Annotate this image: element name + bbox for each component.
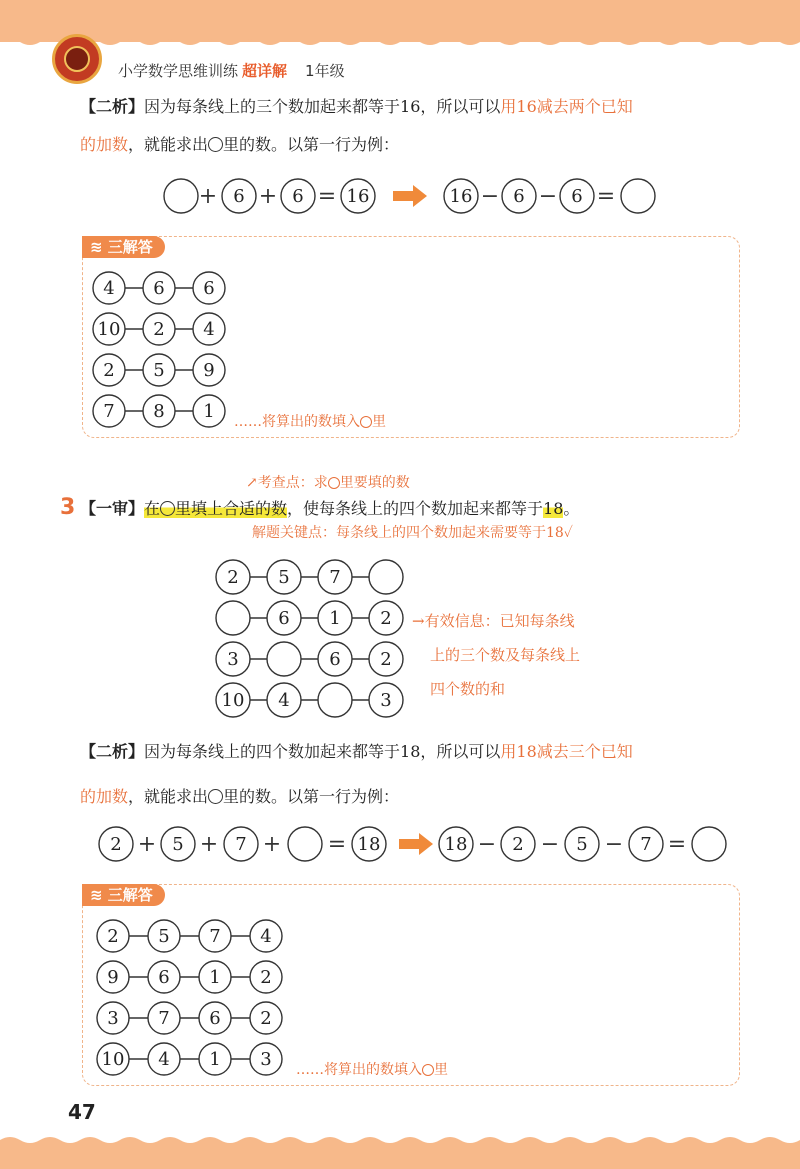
problem-grid-r1-c1-value: 6 <box>278 608 290 629</box>
equation-b-circle-6 <box>288 827 322 861</box>
focus-note: ↗考查点：求 里要填的数 <box>246 475 410 491</box>
answer-b-r1-c3-value: 2 <box>260 967 272 988</box>
answer-b-r2-c3-value: 2 <box>260 1008 272 1029</box>
equation-b-arrow-icon <box>399 833 433 855</box>
analysis-b-text: 因为每条线上的四个数加起来都等于18，所以可以 <box>144 742 501 761</box>
equation-b-sign-3: + <box>199 832 219 857</box>
prompt-target: 18 <box>543 499 564 518</box>
blank-circle-icon <box>328 477 340 489</box>
answer-b-r2-c0-value: 3 <box>107 1008 119 1029</box>
equation-a-sign-13: = <box>596 184 616 209</box>
equation-a-circle-12-value: 6 <box>571 186 583 207</box>
prompt-end: 。 <box>563 499 580 518</box>
problem-grid-r3-c2 <box>318 683 352 717</box>
equation-a-circle-2-value: 6 <box>233 186 245 207</box>
answer-a-r0-c2-value: 6 <box>203 278 215 299</box>
problem-grid-r2-c2-value: 6 <box>329 649 341 670</box>
analysis-a-text: 因为每条线上的三个数加起来都等于16，所以可以 <box>144 97 501 116</box>
analysis-a-label: 【二析】 <box>80 97 145 116</box>
analysis-b-hint: 用18减去三个已知 <box>500 742 633 761</box>
focus-note-text: 考查点：求 <box>257 475 328 491</box>
problem-grid-r0-c3 <box>369 560 403 594</box>
answer-note-b <box>296 1059 448 1079</box>
answer-a-r0-c0-value: 4 <box>103 278 115 299</box>
prompt-highlight-b: 里填上合适的数 <box>175 499 288 518</box>
equation-a-circle-10-value: 6 <box>513 186 525 207</box>
answer-b-r3-c2-value: 1 <box>209 1049 221 1070</box>
equation-a-circle-8-value: 16 <box>449 186 473 207</box>
equation-b-sign-5: + <box>262 832 282 857</box>
answer-b-r0-c0-value: 2 <box>107 926 119 947</box>
book-title: 小学数学思维训练 <box>118 62 239 80</box>
equation-a-circle-4-value: 6 <box>292 186 304 207</box>
equation-b-sign-7: = <box>327 832 347 857</box>
problem-grid-r3-c3-value: 3 <box>380 690 392 711</box>
answer-note-a <box>234 411 386 431</box>
analysis-b-text-2: ，就能求出 <box>128 787 209 806</box>
problem-grid-r2-c1 <box>267 642 301 676</box>
analysis-b-label: 【二析】 <box>80 742 145 761</box>
equation-a-arrow-icon <box>393 185 427 207</box>
equation-a-circle-0 <box>164 179 198 213</box>
answer-b-r3-c0-value: 10 <box>101 1049 125 1070</box>
problem-grid-r2-c3-value: 2 <box>380 649 392 670</box>
answer-b-r1-c1-value: 6 <box>158 967 170 988</box>
problem-3-prompt <box>80 497 579 521</box>
answer-note-a-text: ……将算出的数填入 <box>234 414 360 430</box>
problem-grid-r1-c0 <box>216 601 250 635</box>
answer-b-r2-c1-value: 7 <box>158 1008 170 1029</box>
answer-b-r0-c1-value: 5 <box>158 926 170 947</box>
problem-grid-r3-c1-value: 4 <box>278 690 290 711</box>
blank-circle-icon <box>208 789 223 804</box>
answer-tag-b-label: 三解答 <box>107 886 153 904</box>
answer-note-a-end: 里 <box>372 414 386 430</box>
equation-b-sign-17: = <box>667 832 687 857</box>
key-note-text: 解题关键点：每条线上的四个数加起来需要等于18 <box>252 525 564 541</box>
problem-grid-r1-c2-value: 1 <box>329 608 341 629</box>
equation-b-sign-13: − <box>540 832 560 857</box>
answer-a-r2-c0-value: 2 <box>103 360 115 381</box>
answer-box-b <box>82 884 740 1086</box>
answer-tag-a: ≋ 三解答 <box>82 236 165 258</box>
prompt-highlight <box>144 499 287 518</box>
equation-b-circle-8-value: 18 <box>357 834 381 855</box>
equation-b-circle-0-value: 2 <box>110 834 122 855</box>
equation-b-sign-15: − <box>604 832 624 857</box>
analysis-a-text-3: 里的数。以第一行为例： <box>223 135 400 154</box>
prompt-rest: ，使每条线上的四个数加起来都等于 <box>287 499 544 518</box>
answer-a-r2-c1-value: 5 <box>153 360 165 381</box>
problem-grid-r0-c1-value: 5 <box>278 567 290 588</box>
problem-grid-r3-c0-value: 10 <box>221 690 245 711</box>
answer-a-r1-c0-value: 10 <box>97 319 121 340</box>
analysis-b-line-1 <box>80 740 633 764</box>
answer-tag-a-label: 三解答 <box>107 238 153 256</box>
analysis-b-text-3: 里的数。以第一行为例： <box>223 787 400 806</box>
blank-circle-icon <box>422 1064 434 1076</box>
equation-a-sign-3: + <box>258 184 278 209</box>
answer-b-r3-c1-value: 4 <box>158 1049 170 1070</box>
prompt-highlight-a: 在 <box>144 499 161 518</box>
equation-b-circle-16-value: 7 <box>640 834 652 855</box>
answer-b-r0-c2-value: 7 <box>209 926 221 947</box>
key-note: 解题关键点：每条线上的四个数加起来需要等于18✓ <box>252 525 573 541</box>
equation-a-circle-14 <box>621 179 655 213</box>
series-label: 超详解 <box>242 62 288 80</box>
blank-circle-icon <box>160 501 175 516</box>
equation-a-circle-6-value: 16 <box>346 186 370 207</box>
answer-a-r1-c2-value: 4 <box>203 319 215 340</box>
answer-note-b-text: ……将算出的数填入 <box>296 1062 422 1078</box>
equation-a-sign-11: − <box>538 184 558 209</box>
equation-b-sign-1: + <box>137 832 157 857</box>
equation-b-circle-10-value: 18 <box>444 834 468 855</box>
answer-a-r0-c1-value: 6 <box>153 278 165 299</box>
equation-b-circle-18 <box>692 827 726 861</box>
problem-grid-r0-c2-value: 7 <box>329 567 341 588</box>
equation-b-circle-14-value: 5 <box>576 834 588 855</box>
answer-note-b-end: 里 <box>434 1062 448 1078</box>
answer-a-r3-c0-value: 7 <box>103 401 115 422</box>
problem-grid-r1-c3-value: 2 <box>380 608 392 629</box>
info-line-3: 四个数的和 <box>430 680 506 698</box>
equation-b-circle-12-value: 2 <box>512 834 524 855</box>
blank-circle-icon <box>360 416 372 428</box>
equation-b-circle-4-value: 7 <box>235 834 247 855</box>
answer-b-r3-c3-value: 3 <box>260 1049 272 1070</box>
info-line-1: →有效信息：已知每条线 <box>412 612 575 630</box>
focus-note-end: 里要填的数 <box>339 475 410 491</box>
grade-label: 1年级 <box>305 62 345 80</box>
answer-a-r1-c1-value: 2 <box>153 319 165 340</box>
problem-number: 3 <box>60 495 76 520</box>
problem-grid-r0-c0-value: 2 <box>227 567 239 588</box>
info-line-2: 上的三个数及每条线上 <box>430 646 581 664</box>
page-number: 47 <box>68 1100 96 1124</box>
answer-box-a <box>82 236 740 438</box>
footer-wave <box>0 1120 800 1169</box>
equation-b-circle-2-value: 5 <box>172 834 184 855</box>
read-label: 【一审】 <box>80 499 145 518</box>
analysis-a-hint: 用16减去两个已知 <box>500 97 633 116</box>
equation-a-sign-9: − <box>480 184 500 209</box>
equation-b-sign-11: − <box>477 832 497 857</box>
answer-b-r0-c3-value: 4 <box>260 926 272 947</box>
equation-a-sign-5: = <box>317 184 337 209</box>
analysis-a-hint-2: 的加数 <box>80 135 129 154</box>
answer-b-r2-c2-value: 6 <box>209 1008 221 1029</box>
analysis-b-line-2 <box>80 785 399 809</box>
answer-a-r2-c2-value: 9 <box>203 360 215 381</box>
answer-b-r1-c2-value: 1 <box>209 967 221 988</box>
answer-a-r3-c1-value: 8 <box>153 401 165 422</box>
answer-a-r3-c2-value: 1 <box>203 401 215 422</box>
answer-tag-b: ≋ 三解答 <box>82 884 165 906</box>
equation-a-sign-1: + <box>198 184 218 209</box>
analysis-a-text-2: ，就能求出 <box>128 135 209 154</box>
analysis-b-hint-2: 的加数 <box>80 787 129 806</box>
answer-b-r1-c0-value: 9 <box>107 967 119 988</box>
problem-grid-r2-c0-value: 3 <box>227 649 239 670</box>
